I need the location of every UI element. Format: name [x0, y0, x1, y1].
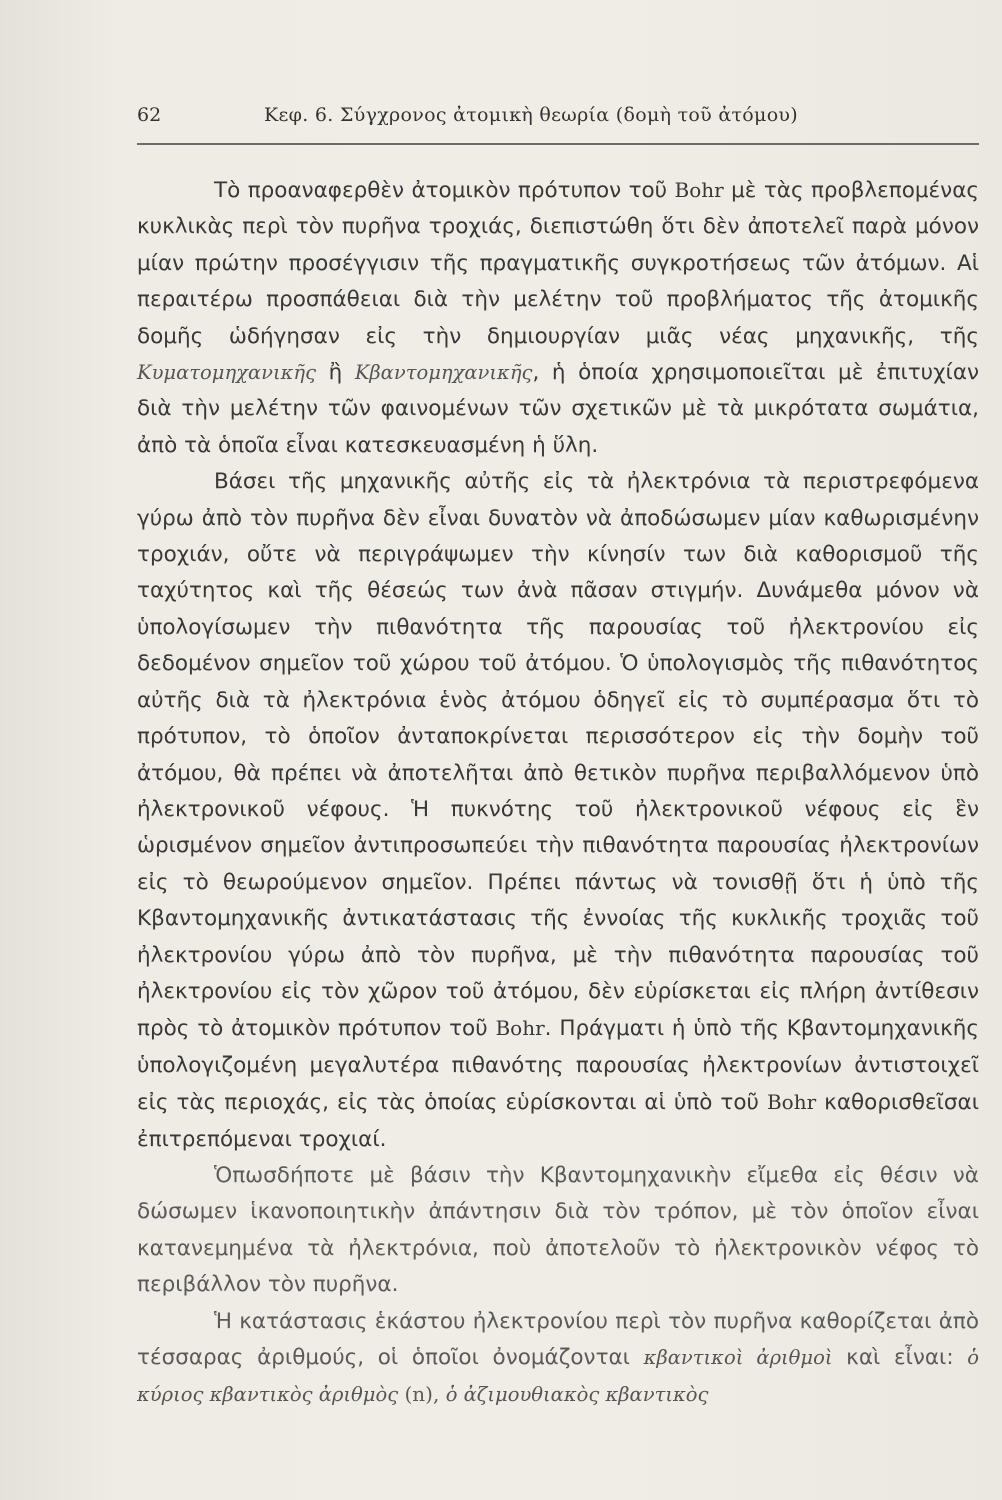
- latin-text: (n),: [398, 1382, 446, 1407]
- text-run: Ἡ κατάστασις ἑκάστου ἠλεκτρονίου περὶ τὸν πυρῆνα καθορίζεται ἀπὸ τέσσαρας ἀριθμούς, οἱ ὁποῖοι ὀνομάζονται: [137, 1308, 979, 1370]
- italic-term: κβαντικοὶ ἀριθμοὶ: [643, 1346, 833, 1369]
- text-run: Βάσει τῆς μηχανικῆς αὐτῆς εἰς τὰ ἠλεκτρόνια τὰ περιστρεφόμενα γύρω ἀπὸ τὸν πυρῆνα δὲν εἶναι δυνατὸν νὰ ἀποδώσωμεν μίαν καθωρισμένην τροχιάν, οὔτε νὰ περιγράψωμεν τὴν κίνησίν των διὰ καθορισμοῦ τῆς ταχύτητος καὶ τῆς θέσεώς των ἀνὰ πᾶσαν στιγμήν. Δυνάμεθα μόνον νὰ ὑπολογίσωμεν τὴν πιθανότητα τῆς παρουσίας τοῦ ἠλεκτρονίου εἰς δεδομένον σημεῖον τοῦ χώρου τοῦ ἀτόμου. Ὁ ὑπολογισμὸς τῆς πιθανότητος αὐτῆς διὰ τὰ ἠλεκτρόνια ἑνὸς ἀτόμου ὁδηγεῖ εἰς τὸ συμπέρασμα ὅτι τὸ πρότυπον, τὸ ὁποῖον ἀνταποκρίνεται περισσότερον εἰς τὴν δομὴν τοῦ ἀτόμου, θὰ πρέπει νὰ ἀποτελῆται ἀπὸ θετικὸν πυρῆνα περιβαλλόμενον ὑπὸ ἠλεκτρονικοῦ νέφους. Ἡ πυκνότης τοῦ ἠλεκτρονικοῦ νέφους εἰς ἓν ὡρισμένον σημεῖον ἀντιπροσωπεύει τὴν πιθανότητα παρουσίας ἠλεκτρονίων εἰς τὸ θεωρούμενον σημεῖον. Πρέπει πάντως νὰ τονισθῇ ὅτι ἡ ὑπὸ τῆς Κβαντομηχανικῆς ἀντικατάστασις τῆς ἐννοίας τῆς κυκλικῆς τροχιᾶς τοῦ ἠλεκτρονίου γύρω ἀπὸ τὸν πυρῆνα, μὲ τὴν πιθανότητα παρουσίας τοῦ ἠλεκτρονίου εἰς τὸν χῶρον τοῦ ἀτόμου, δὲν εὑρίσκεται εἰς πλήρη ἀντίθεσιν πρὸς τὸ ἀτομικὸν πρότυπον τοῦ: [137, 469, 979, 1042]
- latin-text: Bohr: [495, 1016, 545, 1041]
- header-rule: [137, 143, 979, 145]
- text-run: Ὁπωσδήποτε μὲ βάσιν τὴν Κβαντομηχανικὴν εἴμεθα εἰς θέσιν νὰ δώσωμεν ἱκανοποιητικὴν ἀπάντησιν διὰ τὸν τρόπον, μὲ τὸν ὁποῖον εἶναι κατανεμημένα τὰ ἠλεκτρόνια, ποὺ ἀποτελοῦν τὸ ἠλεκτρονικὸν νέφος τὸ περιβάλλον τὸν πυρῆνα.: [137, 1162, 979, 1298]
- latin-text: Bohr: [674, 178, 724, 202]
- page-number: 62: [137, 104, 162, 126]
- paragraph: [137, 1304, 979, 1414]
- italic-term: Κυματομηχανικῆς: [137, 361, 317, 385]
- italic-term: ὁ κύριος κβαντικὸς ἀριθμὸς: [137, 1346, 980, 1407]
- paragraph: [137, 464, 979, 1158]
- paragraph: [137, 172, 979, 464]
- chapter-title: Κεφ. 6. Σύγχρονος ἀτομικὴ θεωρία (δομὴ τοῦ ἀτόμου): [264, 104, 798, 126]
- text-run: καὶ εἶναι:: [832, 1345, 968, 1370]
- text-run: καθορισθεῖσαι ἐπιτρεπόμεναι τροχιαί.: [137, 1090, 979, 1152]
- paragraph: [137, 1158, 979, 1304]
- body-text: [137, 172, 979, 1414]
- running-head: [137, 100, 979, 136]
- italic-term: Κβαντομηχανικῆς: [354, 361, 533, 385]
- text-run: , ἡ ὁποία χρησιμοποιεῖται μὲ ἐπιτυχίαν διὰ τὴν μελέτην τῶν φαινομένων τῶν σχετικῶν μὲ τὰ μικρότατα σωμάτια, ἀπὸ τὰ ὁποῖα εἶναι κατεσκευασμένη ἡ ὕλη.: [137, 360, 980, 458]
- italic-term: ὁ ἀζιμουθιακὸς κβαντικὸς: [445, 1383, 709, 1407]
- text-run: μὲ τὰς προβλεπομένας κυκλικὰς περὶ τὸν πυρῆνα τροχιάς, διεπιστώθη ὅτι δὲν ἀποτελεῖ παρὰ μόνον μίαν πρώτην προσέγγισιν τῆς πραγματικῆς συγκροτήσεως τῶν ἀτόμων. Αἱ περαιτέρω προσπάθειαι διὰ τὴν μελέτην τοῦ προβλήματος τῆς ἀτομικῆς δομῆς ὡδήγησαν εἰς τὴν δημιουργίαν μιᾶς νέας μηχανικῆς, τῆς: [137, 178, 979, 349]
- text-run: ἢ: [316, 360, 355, 386]
- text-run: Τὸ προαναφερθὲν ἀτομικὸν πρότυπον τοῦ: [214, 178, 675, 203]
- latin-text: Bohr: [766, 1090, 817, 1115]
- text-run: . Πράγματι ἡ ὑπὸ τῆς Κβαντομηχανικῆς ὑπολογιζομένη μεγαλυτέρα πιθανότης παρουσίας ἠλεκτρονίων ἀντιστοιχεῖ εἰς τὰς περιοχάς, εἰς τὰς ὁποίας εὑρίσκονται αἱ ὑπὸ τοῦ: [137, 1016, 979, 1116]
